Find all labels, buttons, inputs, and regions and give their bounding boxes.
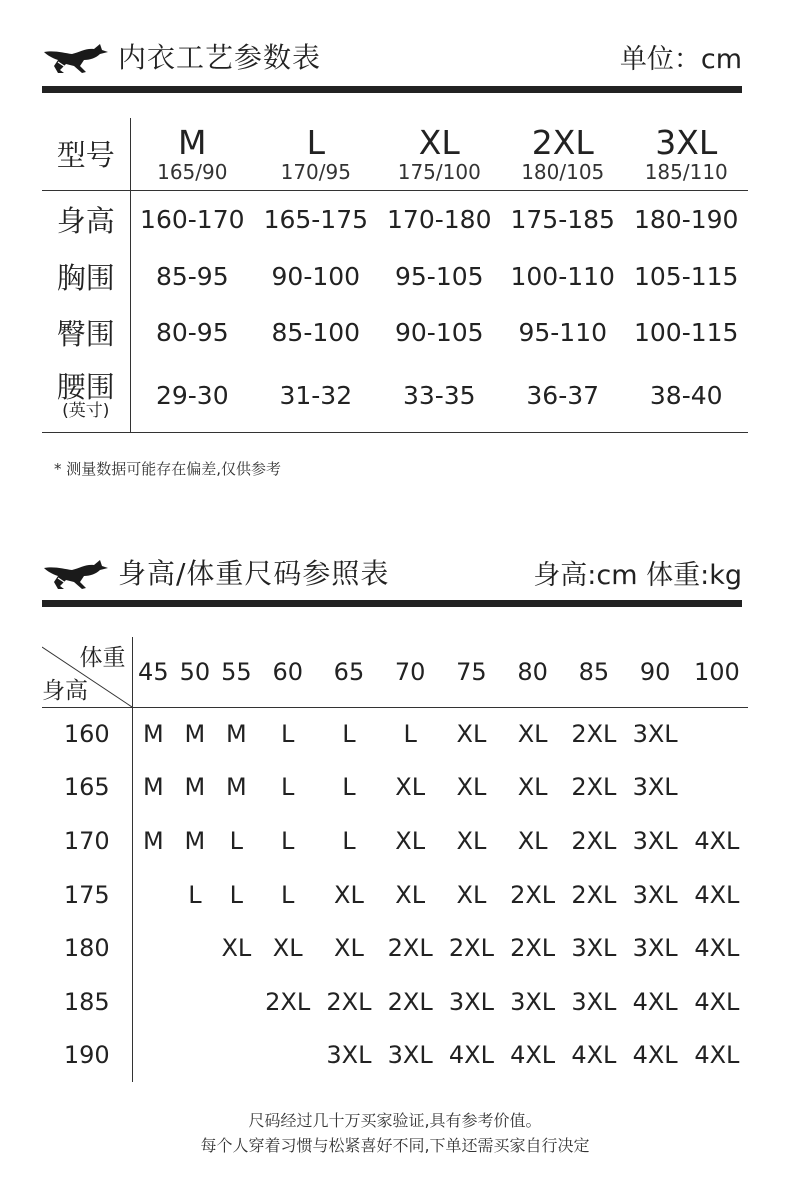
- size-spec: 185/110: [644, 159, 728, 184]
- weight-header: 45: [132, 637, 174, 707]
- size-cell: 3XL: [387, 1041, 433, 1070]
- size-cell: M: [184, 773, 206, 802]
- size-cell: [174, 975, 215, 1029]
- size-cell: XL: [272, 934, 303, 963]
- size-cell: XL: [456, 720, 487, 749]
- weight-header: 80: [502, 637, 563, 707]
- size-cell: M: [184, 826, 206, 855]
- size-cell: XL: [395, 773, 426, 802]
- size-cell: [132, 921, 174, 975]
- measurement-note: * 测量数据可能存在偏差,仅供参考: [54, 460, 282, 478]
- weight-header: 55: [216, 637, 257, 707]
- size-cell: 4XL: [448, 1041, 494, 1070]
- spec-cell: 160-170: [140, 204, 245, 234]
- size-cell: 4XL: [694, 934, 740, 963]
- size-cell: XL: [456, 880, 487, 909]
- spec-cell: 85-100: [271, 317, 361, 347]
- spec-row-chest: [42, 248, 748, 304]
- spec-header-row: [42, 118, 748, 190]
- size-cell: M: [226, 720, 247, 749]
- model-label: 型号: [42, 118, 130, 190]
- size-cell: 3XL: [632, 826, 678, 855]
- section1-title-wrap: [42, 36, 321, 76]
- spec-cell: 95-110: [518, 317, 608, 347]
- row-label: [42, 360, 130, 432]
- spec-row-height: [42, 190, 748, 248]
- size-cell: 3XL: [571, 934, 617, 963]
- size-name: L: [306, 122, 325, 162]
- size-cell: L: [342, 826, 356, 855]
- size-header: [624, 118, 748, 190]
- size-cell: L: [281, 720, 295, 749]
- size-cell: XL: [517, 826, 548, 855]
- spec-cell: 105-115: [634, 261, 739, 291]
- spec-cell: 33-35: [378, 360, 501, 432]
- size-header: [254, 118, 377, 190]
- size-cell: 2XL: [510, 934, 556, 963]
- weight-header: 60: [257, 637, 318, 707]
- spec-cell: 170-180: [387, 204, 492, 234]
- size-cell: 2XL: [448, 934, 494, 963]
- size-cell: 2XL: [571, 720, 617, 749]
- weight-header: 70: [380, 637, 441, 707]
- size-chart-table: [42, 637, 748, 1082]
- size-cell: 3XL: [632, 934, 678, 963]
- waist-label: 腰围: [56, 369, 115, 404]
- size-name: 2XL: [531, 122, 594, 162]
- section2-unit: 身高:cm 体重:kg: [533, 560, 742, 591]
- size-cell: L: [229, 826, 244, 855]
- section2-title: 身高/体重尺码参照表: [118, 557, 390, 590]
- weight-axis-label: 体重: [79, 645, 126, 671]
- size-cell: 4XL: [694, 826, 740, 855]
- size-cell: XL: [395, 826, 426, 855]
- size-cell: L: [342, 720, 356, 749]
- spec-row-hip: [42, 304, 748, 360]
- section2-title-wrap: [42, 552, 389, 592]
- table-row: [42, 814, 748, 868]
- size-cell: L: [281, 773, 295, 802]
- size-cell: L: [281, 880, 295, 909]
- size-cell: 3XL: [571, 987, 617, 1016]
- size-cell: [174, 1029, 215, 1083]
- garment-spec-table: [42, 118, 748, 433]
- weight-header: 50: [174, 637, 215, 707]
- size-cell: M: [142, 826, 164, 855]
- section1-title: 内衣工艺参数表: [118, 41, 322, 74]
- spec-cell: 29-30: [130, 360, 254, 432]
- footer-line-2: 每个人穿着习惯与松紧喜好不同,下单还需买家自行决定: [200, 1136, 590, 1155]
- size-cell: L: [188, 880, 202, 909]
- spec-cell: 31-32: [254, 360, 377, 432]
- spec-cell: 100-110: [510, 261, 615, 291]
- height-label: 160: [42, 707, 132, 761]
- height-label: 180: [42, 921, 132, 975]
- size-cell: M: [184, 720, 206, 749]
- waist-unit: (英寸): [62, 400, 110, 421]
- height-label: 170: [42, 814, 132, 868]
- size-cell: [257, 1029, 318, 1083]
- spec-cell: 165-175: [263, 204, 369, 234]
- size-cell: [686, 707, 748, 761]
- row-label: 身高: [42, 190, 130, 248]
- spec-cell: 90-105: [394, 317, 484, 347]
- size-cell: 2XL: [571, 826, 617, 855]
- size-cell: [686, 761, 748, 815]
- size-spec: 175/100: [397, 159, 481, 184]
- height-axis-label: 身高: [42, 677, 88, 704]
- size-name: XL: [418, 122, 460, 162]
- size-cell: XL: [517, 720, 548, 749]
- height-label: 175: [42, 868, 132, 922]
- table-row: [42, 868, 748, 922]
- section1-header: [42, 36, 742, 76]
- size-cell: L: [229, 880, 244, 909]
- size-cell: 4XL: [632, 1041, 678, 1070]
- section2-header: [42, 552, 742, 592]
- table-row: [42, 707, 748, 761]
- spec-cell: 38-40: [624, 360, 748, 432]
- size-header: [501, 118, 624, 190]
- weight-header: 65: [318, 637, 379, 707]
- spec-cell: 180-190: [634, 204, 739, 234]
- weight-header: 75: [441, 637, 502, 707]
- table-row: [42, 761, 748, 815]
- size-cell: XL: [395, 880, 426, 909]
- size-cell: L: [342, 773, 356, 802]
- size-cell: [174, 921, 215, 975]
- size-cell: 3XL: [448, 987, 494, 1016]
- size-spec: 180/105: [521, 159, 605, 184]
- footer-line-1: 尺码经过几十万买家验证,具有参考价值。: [248, 1111, 542, 1130]
- running-wolf-icon: [42, 552, 110, 592]
- size-cell: 2XL: [387, 987, 433, 1016]
- size-cell: 2XL: [265, 987, 311, 1016]
- weight-header: 85: [563, 637, 624, 707]
- height-label: 185: [42, 975, 132, 1029]
- size-cell: XL: [456, 826, 487, 855]
- size-cell: 2XL: [571, 880, 617, 909]
- section1-unit: 单位：cm: [619, 44, 742, 75]
- size-cell: M: [226, 773, 247, 802]
- table-row: [42, 1029, 748, 1083]
- size-cell: 3XL: [510, 987, 556, 1016]
- size-cell: XL: [456, 773, 487, 802]
- table-row: [42, 921, 748, 975]
- size-spec: 165/90: [157, 159, 228, 184]
- weight-header: 90: [625, 637, 686, 707]
- size-cell: [132, 868, 174, 922]
- size-cell: XL: [334, 934, 364, 963]
- height-label: 190: [42, 1029, 132, 1083]
- spec-cell: 100-115: [634, 317, 739, 347]
- section1-divider: [42, 86, 742, 93]
- corner-cell: [42, 637, 132, 707]
- height-label: 165: [42, 761, 132, 815]
- size-cell: 4XL: [571, 1041, 617, 1070]
- size-cell: 2XL: [510, 880, 556, 909]
- size-cell: M: [142, 773, 164, 802]
- size-cell: 3XL: [632, 720, 678, 749]
- size-cell: 3XL: [632, 773, 678, 802]
- weight-header: 100: [686, 637, 748, 707]
- size-cell: 4XL: [632, 987, 678, 1016]
- size-cell: 2XL: [326, 987, 372, 1016]
- size-cell: 4XL: [510, 1041, 556, 1070]
- size-cell: 4XL: [694, 880, 740, 909]
- spec-cell: 36-37: [501, 360, 624, 432]
- size-cell: XL: [334, 880, 364, 909]
- spec-cell: 85-95: [155, 261, 229, 291]
- running-wolf-icon: [42, 36, 110, 76]
- size-cell: L: [281, 826, 295, 855]
- weight-header-row: [42, 637, 748, 707]
- size-cell: [216, 1029, 257, 1083]
- size-cell: [216, 975, 257, 1029]
- size-header: [378, 118, 501, 190]
- size-cell: 4XL: [694, 1041, 740, 1070]
- size-cell: L: [403, 720, 417, 749]
- size-cell: 2XL: [387, 934, 433, 963]
- spec-cell: 95-105: [394, 261, 484, 291]
- spec-cell: 175-185: [510, 204, 615, 234]
- spec-cell: 90-100: [271, 261, 361, 291]
- section2-divider: [42, 600, 742, 607]
- spec-cell: 80-95: [155, 317, 229, 347]
- size-cell: [132, 975, 174, 1029]
- size-cell: 3XL: [632, 880, 678, 909]
- size-cell: XL: [221, 934, 252, 963]
- size-cell: [132, 1029, 174, 1083]
- size-name: M: [178, 122, 207, 162]
- row-label: 臀围: [42, 304, 130, 360]
- size-header: [130, 118, 254, 190]
- size-cell: M: [142, 720, 164, 749]
- size-spec: 170/95: [280, 159, 351, 184]
- size-cell: XL: [517, 773, 548, 802]
- size-cell: 2XL: [571, 773, 617, 802]
- size-cell: 3XL: [326, 1041, 372, 1070]
- size-cell: 4XL: [694, 987, 740, 1016]
- table-row: [42, 975, 748, 1029]
- size-name: 3XL: [655, 122, 718, 162]
- row-label: 胸围: [42, 248, 130, 304]
- spec-row-waist: [42, 360, 748, 432]
